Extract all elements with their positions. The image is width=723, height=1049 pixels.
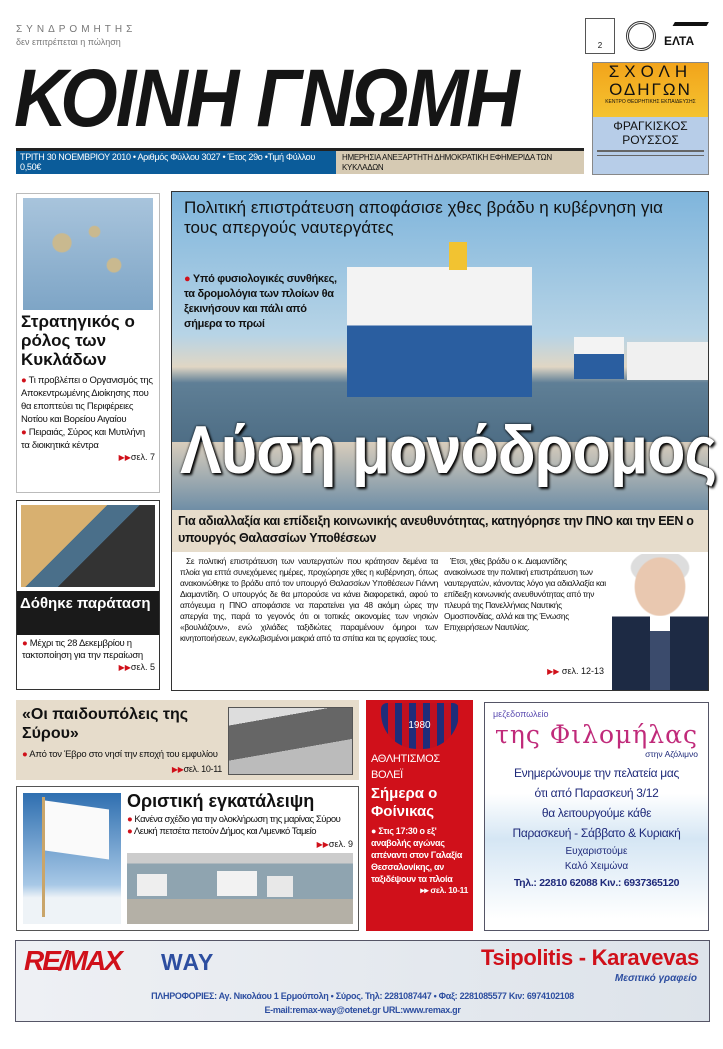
page-ref[interactable]: ▶▶σελ. 5 (118, 662, 155, 672)
main-kicker: Πολιτική επιστράτευση αποφάσισε χθες βράδυ η κυβέρνηση για τους απεργούς ναυτεργάτες (184, 198, 663, 237)
bullet-item: ● Πειραιάς, Σύρος και Μυτιλήνη τα διοικητικά κέντρα (21, 427, 145, 451)
main-story[interactable] (171, 191, 717, 691)
marina-boats-photo (127, 853, 353, 924)
agency-name: Tsipolitis - Karavevas (481, 945, 699, 970)
agency-info: ΠΛΗΡΟΦΟΡΙΕΣ: Αγ. Νικολάου 1 Ερμούπολη • Σύρος. Τηλ: 2281087447 • Φαξ: 2281085577 Κιν: 6974102108 (151, 991, 574, 1001)
ad-line: ότι από Παρασκευή 3/12 (534, 786, 659, 800)
sports-title: Σήμερα ο Φοίνικας (371, 785, 438, 820)
story-extension[interactable] (16, 500, 160, 690)
minister-photo (612, 554, 708, 690)
sports-section: ΑΘΛΗΤΙΣΜΟΣ (371, 753, 440, 765)
page-ref[interactable]: ▶▶σελ. 9 (316, 839, 353, 849)
ad-phones: Τηλ.: 22810 62088 Κιν.: 6937365120 (513, 877, 680, 889)
story-title: Στρατηγικός ο ρόλος των Κυκλάδων (21, 312, 135, 369)
story-cyclades[interactable] (16, 193, 160, 493)
issue-info: ΤΡΙΤΗ 30 ΝΟΕΜΒΡΙΟΥ 2010 • Αριθμός Φύλλου 3027 • Έτος 29ο •Τιμή Φύλλου 0,50€ (16, 151, 336, 174)
ad-line1: ΣΧΟΛΗ (608, 62, 693, 81)
ad-name1: ΦΡΑΓΚΙΣΚΟΣ (613, 119, 688, 133)
ad-line: θα λειτουργούμε κάθε (541, 806, 652, 820)
ad-line: Παρασκευή - Σάββατο & Κυριακή (512, 826, 681, 840)
ad-line2: ΟΔΗΓΩΝ (609, 80, 692, 99)
sports-subsection: ΒΟΛΕΪ (371, 769, 403, 781)
page-ref[interactable]: ▶▶ σελ. 12-13 (547, 666, 604, 676)
bullet-item: ● Από τον Έβρο στο νησί την εποχή του εμφυλίου ▶▶σελ. 10-11 (22, 748, 222, 777)
agency-contact: E-mail:remax-way@otenet.gr URL:www.remax.gr (264, 1005, 461, 1015)
bullet-item: ● Λευκή πετσέτα πετούν Δήμος και Λιμενικό Ταμείο (127, 826, 317, 837)
filomila-ad[interactable] (484, 702, 709, 931)
ad-name2: ΡΟΥΣΣΟΣ (622, 133, 679, 147)
story-title: Οριστική εγκατάλειψη (127, 791, 315, 811)
tagline: ΗΜΕΡΗΣΙΑ ΑΝΕΞΑΡΤΗΤΗ ΔΗΜΟΚΡΑΤΙΚΗ ΕΦΗΜΕΡΙΔΑ ΤΩΝ ΚΥΚΛΑΔΩΝ (336, 151, 584, 174)
stamp-number: 2 (597, 41, 603, 50)
issue-info-bar (16, 148, 584, 174)
ad-type: μεζεδοπωλείο (493, 709, 549, 719)
remax-way: WAY (161, 949, 215, 975)
driving-school-ad[interactable] (592, 62, 709, 175)
ad-winter: Καλό Χειμώνα (564, 861, 629, 872)
story-childtowns[interactable] (16, 700, 359, 780)
remax-logo: RE/MAX (24, 945, 121, 976)
money-calculator-image (21, 505, 155, 587)
ad-name: της Φιλομήλας (495, 720, 698, 749)
agency-type: Μεσιτικό γραφείο (614, 973, 697, 984)
elta-logo: ΕΛΤΑ (664, 34, 695, 48)
bullet-item: ● Κανένα σχέδιο για την ολοκλήρωση της μαρίνας Σύρου (127, 814, 341, 825)
bullet-item: ● Μέχρι τις 28 Δεκεμβρίου η τακτοποίηση για την περαίωση (22, 638, 143, 661)
main-bullet: ● Υπό φυσιολογικές συνθήκες, τα δρομολόγια των πλοίων θα ξεκινήσουν και πάλι από σήμερα το πρωί (184, 273, 337, 330)
map-image (23, 198, 153, 310)
story-title: «Οι παιδουπόλεις της Σύρου» (22, 706, 189, 742)
main-body-col2: Έτσι, χθες βράδυ ο κ. Διαμαντίδης ανακοίνωσε την πολιτική επιστράτευση των ναυτεργατών, κάνοντας λόγο για αδιαλλαξία και επίδειξη κοινωνικής ανευθυνότητας από την πλευρά της Πανελλήνιας Ναυτικής Ομοσπονδίας, αλλά και της Ένωσης Επιχειρήσεων Ναυτιλίας. (444, 556, 606, 632)
masthead: ΚΟΙΝΗ ΓΝΩΜΗ (14, 53, 518, 144)
bullet-item: ● Στις 17:30 ο εξ' αναβολής αγώνας απέναντι στον Γαλαξία Θεσσαλονίκης, αν ταξιδέψουν τα πλοία (371, 826, 463, 884)
stamp-box (585, 18, 615, 54)
subscriber-label: ΣΥΝΔΡΟΜΗΤΗΣ (16, 24, 137, 35)
main-subheadline: Για αδιαλλαξία και επίδειξη κοινωνικής ανευθυνότητας, κατηγόρησε την ΠΝΟ και την ΕΕΝ ο υπουργός Θαλασσίων Υποθέσεων (172, 510, 708, 552)
bullet-item: ● Τι προβλέπει ο Οργανισμός της Αποκεντρωμένης Διοίκησης που θα εποπτεύει τις Περιφέρειες Νοτίου και Βορείου Αιγαίου (21, 375, 153, 425)
ad-location: στην Αζόλιμνο (645, 749, 698, 759)
ad-line: Ενημερώνουμε την πελατεία μας (513, 766, 680, 780)
main-body-col1: Σε πολιτική επιστράτευση των ναυτεργατών που κράτησαν δεμένα τα πλοία για επτά συνεχόμενες ημέρες, προχώρησε χθες η κυβέρνηση, όπως ανακοινώθηκε το βράδυ από τον υπουργό Θαλασσίων Υποθέσεων Γιάννη Διαμαντίδη. Ο υπουργός δε θα μπορούσε να κάνει διαφορετικά, αφού το απόγευμα η ΠΝΟ αποφάσισε να παρατείνει για 48 ακόμη ώρες την απεργία της, παρά το γεγονός ότι οι τοπικές οικονομίες των νησιών «βουλιάζουν», ενώ χιλιάδες ταξιδιώτες παραμένουν όμηροι των κινητοποιήσεων, εγκλωβισμένοι μακριά από τα σπίτια και τις εργασίες τους. (180, 556, 438, 643)
not-for-sale-label: δεν επιτρέπεται η πώληση (16, 37, 121, 47)
seal-icon (626, 21, 656, 51)
historic-photo (228, 707, 353, 775)
page-ref[interactable]: ▶▶σελ. 7 (118, 452, 155, 462)
page-ref[interactable]: ▶▶σελ. 10-11 (171, 764, 222, 774)
remax-ad[interactable] (15, 940, 710, 1022)
sports-box[interactable] (366, 700, 473, 931)
page-ref[interactable]: ▸▸ σελ. 10-11 (420, 885, 468, 895)
white-flag-photo (23, 793, 121, 924)
story-title: Δόθηκε παράταση (17, 591, 159, 635)
team-badge: 1980 (381, 703, 459, 749)
ad-thanks: Ευχαριστούμε (565, 846, 628, 857)
main-headline: Λύση μονόδρομος (180, 412, 717, 488)
ad-line3: ΚΕΝΤΡΟ ΘΕΩΡΗΤΙΚΗΣ ΕΚΠΑΙΔΕΥΣΗΣ (605, 99, 696, 105)
elta-bird-icon (669, 22, 709, 32)
story-marina[interactable] (16, 786, 359, 931)
